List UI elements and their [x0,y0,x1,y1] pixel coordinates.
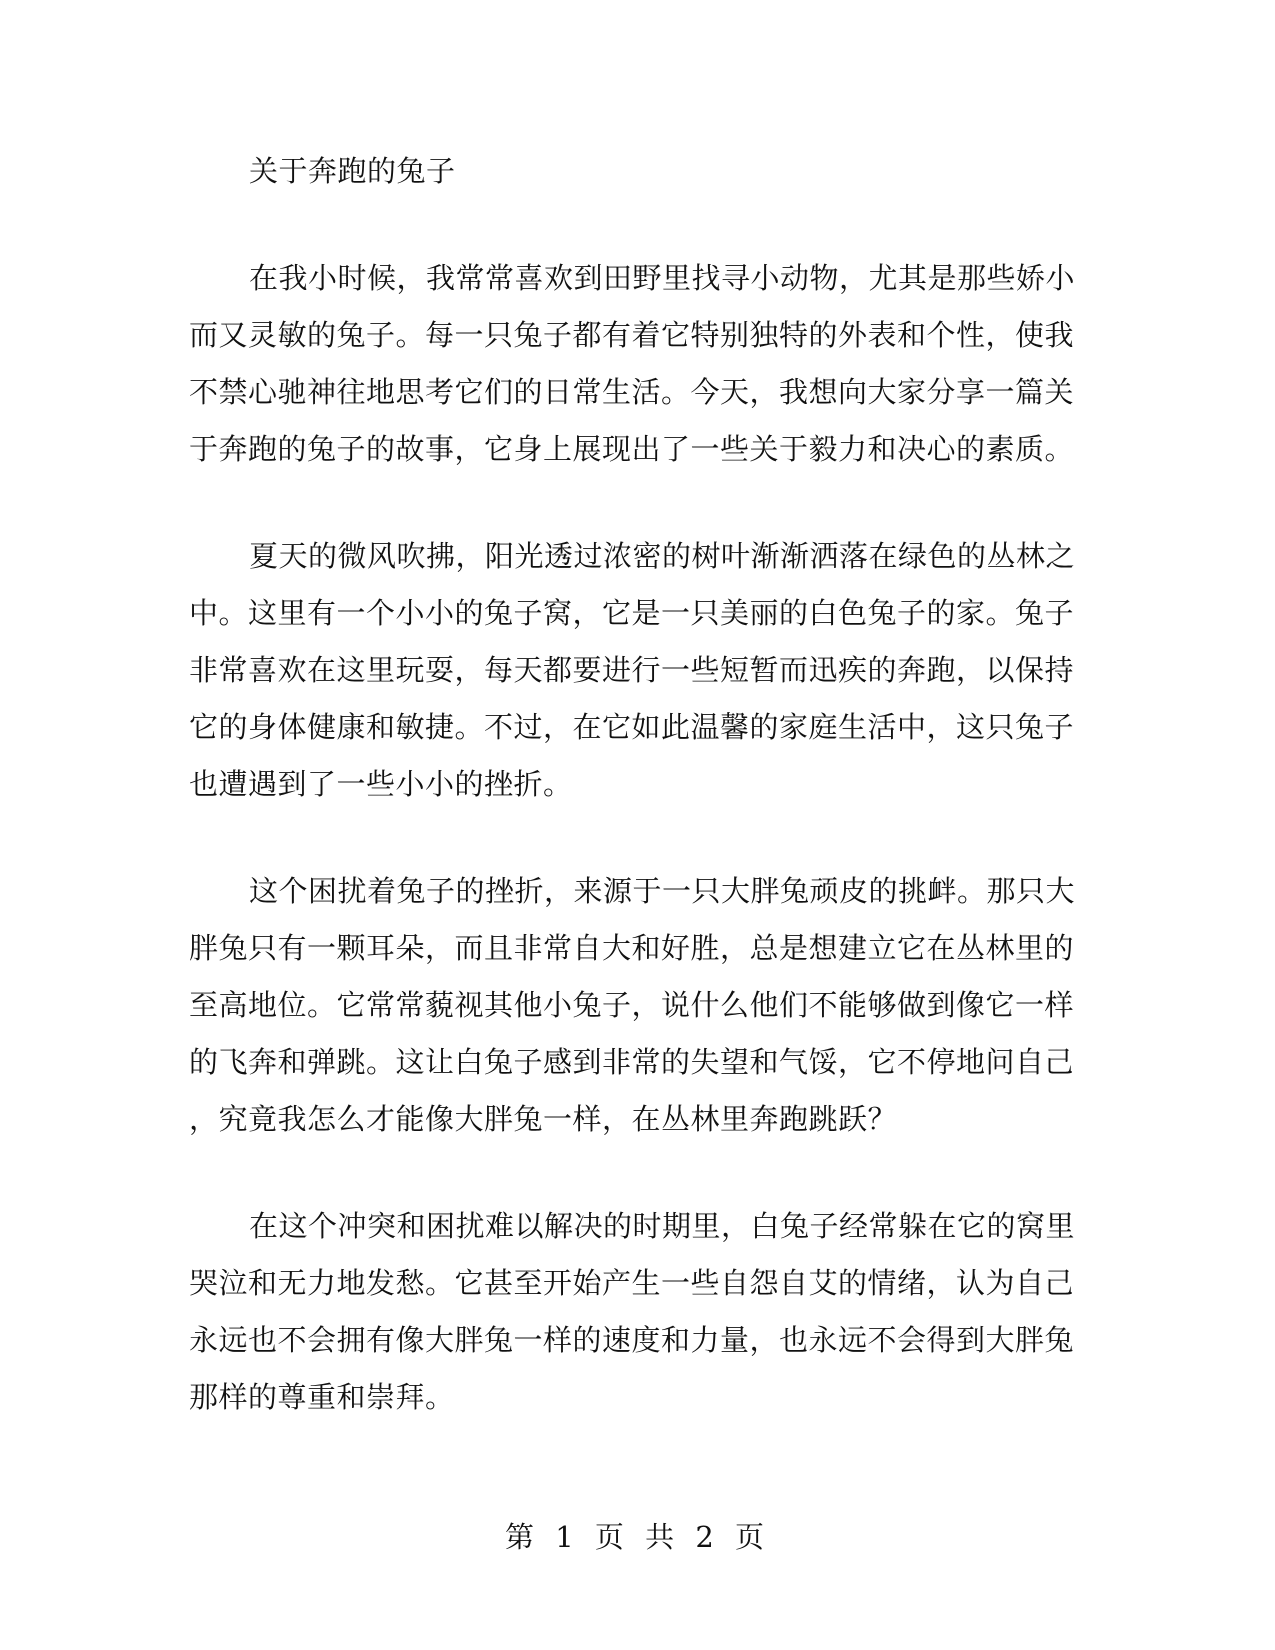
document-title: 关于奔跑的兔子 [249,154,456,188]
paragraph-line: 不禁心驰神往地思考它们的日常生活。今天，我想向大家分享一篇关 [189,375,1075,409]
paragraph-line: 那样的尊重和崇拜。 [189,1380,455,1414]
paragraph-2 [189,528,1076,813]
paragraph-line: 中。这里有一个小小的兔子窝，它是一只美丽的白色兔子的家。兔子 [189,596,1075,630]
paragraph-line: 于奔跑的兔子的故事，它身上展现出了一些关于毅力和决心的素质。 [189,432,1075,466]
paragraph-line: ，究竟我怎么才能像大胖兔一样，在丛林里奔跑跳跃？ [189,1102,898,1136]
paragraph-line: 在我小时候，我常常喜欢到田野里找寻小动物，尤其是那些娇小 [249,261,1076,295]
paragraph-line: 而又灵敏的兔子。每一只兔子都有着它特别独特的外表和个性，使我 [189,318,1075,352]
paragraph-line: 也遭遇到了一些小小的挫折。 [189,767,573,801]
paragraph-line: 至高地位。它常常藐视其他小兔子，说什么他们不能够做到像它一样 [189,988,1075,1022]
paragraph-line: 永远也不会拥有像大胖兔一样的速度和力量，也永远不会得到大胖兔 [189,1323,1075,1357]
document-body [189,143,1076,1426]
paragraph-line: 胖兔只有一颗耳朵，而且非常自大和好胜，总是想建立它在丛林里的 [189,931,1075,965]
paragraph-gap [189,1148,1065,1198]
paragraph-line: 在这个冲突和困扰难以解决的时期里，白兔子经常躲在它的窝里 [249,1209,1076,1243]
page-indicator: 第 1 页 共 2 页 [505,1520,770,1554]
paragraph-gap [189,813,1065,863]
paragraph-gap [189,478,1065,528]
paragraph-gap [189,200,1065,250]
paragraph-4 [189,1198,1076,1426]
paragraph-1 [189,250,1076,478]
paragraph-3 [189,863,1076,1148]
paragraph-line: 哭泣和无力地发愁。它甚至开始产生一些自怨自艾的情绪，认为自己 [189,1266,1075,1300]
paragraph-line: 非常喜欢在这里玩耍，每天都要进行一些短暂而迅疾的奔跑，以保持 [189,653,1075,687]
paragraph-line: 的飞奔和弹跳。这让白兔子感到非常的失望和气馁，它不停地问自己 [189,1045,1075,1079]
paragraph-line: 夏天的微风吹拂，阳光透过浓密的树叶渐渐洒落在绿色的丛林之 [249,539,1076,573]
paragraph-line: 这个困扰着兔子的挫折，来源于一只大胖兔顽皮的挑衅。那只大 [249,874,1076,908]
paragraph-line: 它的身体健康和敏捷。不过，在它如此温馨的家庭生活中，这只兔子 [189,710,1075,744]
